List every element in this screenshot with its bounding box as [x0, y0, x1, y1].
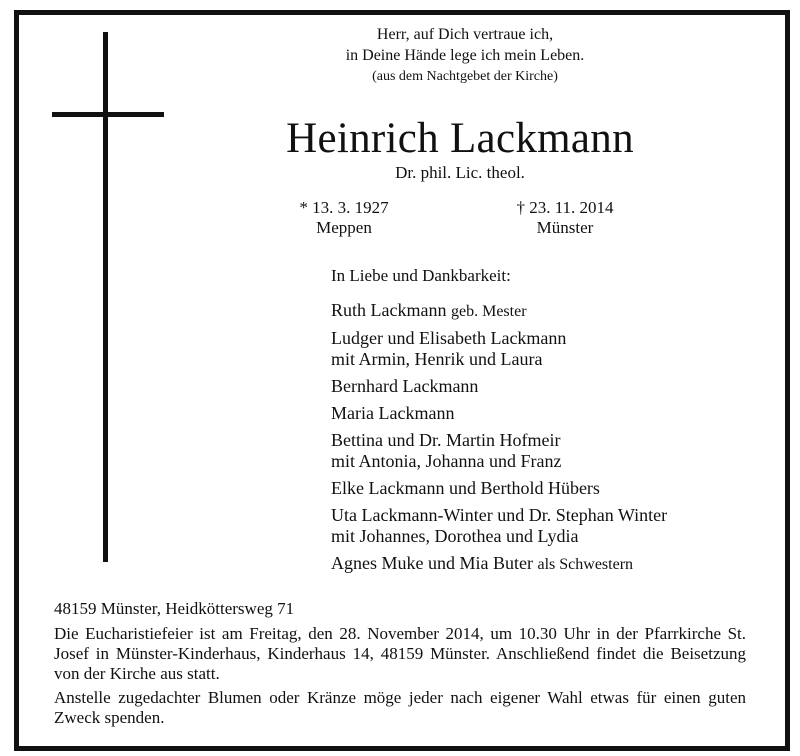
mourner-entry: [331, 300, 667, 322]
death-info: [500, 198, 630, 238]
birth-place: Meppen: [316, 218, 372, 237]
prayer-motto: [300, 24, 630, 87]
cross-horizontal-bar: [52, 112, 164, 117]
mourner-children: mit Armin, Henrik und Laura: [331, 349, 543, 369]
deceased-titles: Dr. phil. Lic. theol.: [395, 163, 525, 182]
funeral-service-text: Die Eucharistiefeier ist am Freitag, den 28. November 2014, um 10.30 Uhr in der Pfarrkirche St. Josef in Münster-Kinderhaus, Kinderhaus 14, 48159 Münster. Anschließend findet die Beisetzung von der Kirche aus statt.: [54, 624, 746, 683]
death-date: † 23. 11. 2014: [516, 198, 614, 217]
mourner-children: mit Johannes, Dorothea und Lydia: [331, 526, 579, 546]
mourner-children: mit Antonia, Johanna und Franz: [331, 451, 562, 471]
mourner-note: als Schwestern: [537, 556, 634, 573]
deceased-name: Heinrich Lackmann: [286, 115, 634, 162]
mourner-entry: Bernhard Lackmann: [331, 376, 479, 396]
motto-line-1: Herr, auf Dich vertraue ich,: [376, 26, 554, 43]
family-address: 48159 Münster, Heidköttersweg 71: [54, 599, 295, 618]
motto-source: (aus dem Nachtgebet der Kirche): [372, 69, 558, 84]
birth-date: * 13. 3. 1927: [299, 198, 389, 217]
flowers-note: Anstelle zugedachter Blumen oder Kränze möge jeder nach eigener Wahl etwas für einen guten Zweck spenden.: [54, 688, 746, 727]
mourner-entry: [331, 505, 667, 547]
motto-line-2: in Deine Hände lege ich mein Leben.: [345, 47, 585, 64]
mourner-entry: Maria Lackmann: [331, 403, 455, 423]
mourner-note: geb. Mester: [450, 303, 527, 320]
mourner-name: Bettina und Dr. Martin Hofmeir: [331, 430, 561, 450]
mourner-name: Ludger und Elisabeth Lackmann: [331, 328, 567, 348]
mourner-name: Uta Lackmann-Winter und Dr. Stephan Winter: [331, 505, 668, 525]
birth-info: [286, 198, 402, 238]
mourners-list: [331, 300, 667, 581]
mourner-entry: Elke Lackmann und Berthold Hübers: [331, 478, 600, 498]
thanks-line: In Liebe und Dankbarkeit:: [331, 266, 511, 285]
mourner-entry: [331, 328, 667, 370]
death-place: Münster: [536, 218, 594, 237]
mourner-name: Ruth Lackmann: [331, 300, 447, 320]
mourner-entry: [331, 553, 667, 575]
mourner-entry: [331, 430, 667, 472]
mourner-name: Agnes Muke und Mia Buter: [331, 553, 533, 573]
